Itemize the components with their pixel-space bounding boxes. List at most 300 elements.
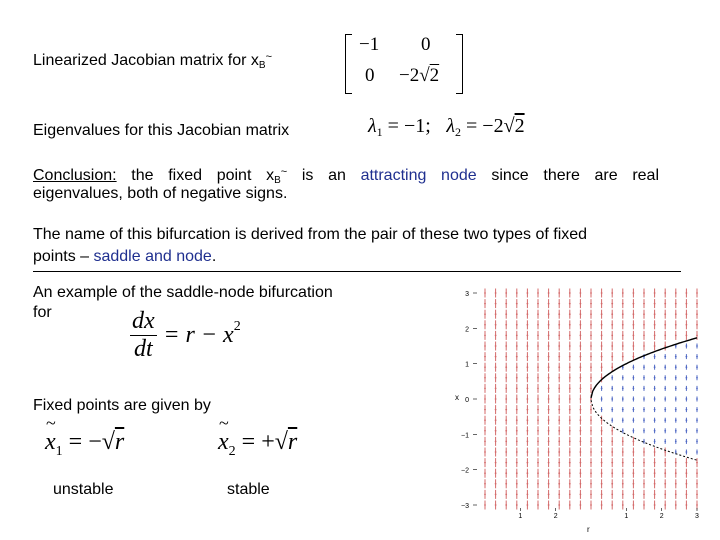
field-arrowhead xyxy=(622,451,624,453)
field-arrowhead xyxy=(505,388,507,390)
field-arrowhead xyxy=(484,377,486,379)
field-arrowhead xyxy=(590,494,592,496)
field-arrowhead xyxy=(633,430,635,432)
field-arrowhead xyxy=(548,504,550,506)
field-arrowhead xyxy=(622,409,624,411)
saddle-node-term: saddle and node xyxy=(93,248,212,265)
ode-equation: $\frac{dx}{dt} = r - x^2$ xyxy=(132,308,241,362)
field-arrowhead xyxy=(548,313,550,315)
field-arrowhead xyxy=(611,324,613,326)
field-arrowhead xyxy=(537,303,539,305)
field-arrowhead xyxy=(548,419,550,421)
field-arrowhead xyxy=(590,388,592,390)
field-arrowhead xyxy=(590,398,592,400)
y-axis-label: x xyxy=(455,393,459,402)
field-arrowhead xyxy=(686,398,688,400)
field-arrowhead xyxy=(664,324,666,326)
field-arrowhead xyxy=(633,409,635,411)
field-arrowhead xyxy=(548,483,550,485)
field-arrowhead xyxy=(643,472,645,474)
field-arrowhead xyxy=(590,462,592,464)
field-arrowhead xyxy=(558,388,560,390)
field-arrowhead xyxy=(675,504,677,506)
field-arrowhead xyxy=(696,472,698,474)
field-arrowhead xyxy=(622,504,624,506)
field-arrowhead xyxy=(611,388,613,390)
field-arrowhead xyxy=(686,472,688,474)
field-arrowhead xyxy=(527,451,529,453)
field-arrowhead xyxy=(548,472,550,474)
field-arrowhead xyxy=(633,419,635,421)
field-arrowhead xyxy=(516,388,518,390)
field-arrowhead xyxy=(633,388,635,390)
field-arrowhead xyxy=(601,388,603,390)
field-arrowhead xyxy=(580,313,582,315)
field-arrowhead xyxy=(622,377,624,379)
field-arrowhead xyxy=(516,292,518,294)
field-arrowhead xyxy=(484,419,486,421)
field-arrowhead xyxy=(686,377,688,379)
field-arrowhead xyxy=(505,313,507,315)
field-arrowhead xyxy=(696,494,698,496)
field-arrowhead xyxy=(569,409,571,411)
field-arrowhead xyxy=(675,324,677,326)
field-arrowhead xyxy=(558,441,560,443)
field-arrowhead xyxy=(664,313,666,315)
field-arrowhead xyxy=(505,483,507,485)
field-arrowhead xyxy=(675,398,677,400)
field-arrowhead xyxy=(537,292,539,294)
field-arrowhead xyxy=(580,366,582,368)
field-arrowhead xyxy=(527,388,529,390)
field-arrowhead xyxy=(654,335,656,337)
field-arrowhead xyxy=(590,441,592,443)
field-arrowhead xyxy=(484,462,486,464)
field-arrowhead xyxy=(548,388,550,390)
field-arrowhead xyxy=(495,388,497,390)
field-arrowhead xyxy=(611,494,613,496)
field-arrowhead xyxy=(569,494,571,496)
bifurcation-line1: The name of this bifurcation is derived from the pair of these two types of fixed xyxy=(33,226,588,243)
field-arrowhead xyxy=(590,451,592,453)
field-arrowhead xyxy=(643,483,645,485)
divider xyxy=(33,271,681,272)
field-arrowhead xyxy=(622,345,624,347)
field-arrowhead xyxy=(516,430,518,432)
field-arrowhead xyxy=(643,462,645,464)
field-arrowhead xyxy=(696,335,698,337)
field-arrowhead xyxy=(505,345,507,347)
field-arrowhead xyxy=(505,472,507,474)
matrix-a21: 0 xyxy=(365,65,375,86)
field-arrowhead xyxy=(580,504,582,506)
field-arrowhead xyxy=(495,292,497,294)
field-arrowhead xyxy=(484,366,486,368)
field-arrowhead xyxy=(633,494,635,496)
field-arrowhead xyxy=(686,441,688,443)
field-arrowhead xyxy=(654,388,656,390)
field-arrowhead xyxy=(590,472,592,474)
field-arrowhead xyxy=(558,451,560,453)
field-arrowhead xyxy=(643,494,645,496)
field-arrowhead xyxy=(484,303,486,305)
field-arrowhead xyxy=(611,292,613,294)
field-arrowhead xyxy=(611,483,613,485)
field-arrowhead xyxy=(527,335,529,337)
field-arrowhead xyxy=(686,462,688,464)
field-arrowhead xyxy=(495,504,497,506)
field-arrowhead xyxy=(484,430,486,432)
matrix-a12: 0 xyxy=(421,34,431,55)
field-arrowhead xyxy=(495,345,497,347)
field-arrowhead xyxy=(654,451,656,453)
field-arrowhead xyxy=(516,303,518,305)
field-arrowhead xyxy=(537,472,539,474)
field-arrowhead xyxy=(558,345,560,347)
conclusion-heading: Conclusion: xyxy=(33,167,117,184)
field-arrowhead xyxy=(654,313,656,315)
field-arrowhead xyxy=(569,462,571,464)
direction-field xyxy=(484,289,698,510)
field-arrowhead xyxy=(633,303,635,305)
field-arrowhead xyxy=(601,451,603,453)
x-axis-label: r xyxy=(587,525,590,533)
field-arrowhead xyxy=(495,409,497,411)
field-arrowhead xyxy=(548,366,550,368)
field-arrowhead xyxy=(484,356,486,358)
field-arrowhead xyxy=(527,472,529,474)
y-tick-label: 2 xyxy=(465,326,469,334)
field-arrowhead xyxy=(537,430,539,432)
field-arrowhead xyxy=(664,494,666,496)
field-arrowhead xyxy=(569,303,571,305)
field-arrowhead xyxy=(495,483,497,485)
field-arrowhead xyxy=(633,462,635,464)
field-arrowhead xyxy=(484,335,486,337)
field-arrowhead xyxy=(686,504,688,506)
field-arrowhead xyxy=(686,303,688,305)
field-arrowhead xyxy=(569,356,571,358)
field-arrowhead xyxy=(527,356,529,358)
field-arrowhead xyxy=(633,335,635,337)
field-arrowhead xyxy=(643,419,645,421)
field-arrowhead xyxy=(643,504,645,506)
field-arrowhead xyxy=(675,494,677,496)
field-arrowhead xyxy=(686,313,688,315)
field-arrowhead xyxy=(664,504,666,506)
field-arrowhead xyxy=(484,494,486,496)
field-arrowhead xyxy=(495,451,497,453)
field-arrowhead xyxy=(569,398,571,400)
field-arrowhead xyxy=(558,292,560,294)
field-arrowhead xyxy=(516,472,518,474)
field-arrowhead xyxy=(569,292,571,294)
field-arrowhead xyxy=(558,324,560,326)
stable-label: stable xyxy=(227,481,270,498)
field-arrowhead xyxy=(622,462,624,464)
field-arrowhead xyxy=(484,324,486,326)
field-arrowhead xyxy=(590,483,592,485)
field-arrowhead xyxy=(622,398,624,400)
field-arrowhead xyxy=(696,441,698,443)
field-arrowhead xyxy=(505,451,507,453)
field-arrowhead xyxy=(558,483,560,485)
field-arrowhead xyxy=(696,462,698,464)
field-arrowhead xyxy=(527,292,529,294)
fixed-points-label: Fixed points are given by xyxy=(33,397,211,414)
bifurcation-plot xyxy=(447,283,705,533)
field-arrowhead xyxy=(495,472,497,474)
field-arrowhead xyxy=(611,504,613,506)
field-arrowhead xyxy=(675,472,677,474)
field-arrowhead xyxy=(675,462,677,464)
field-arrowhead xyxy=(611,313,613,315)
field-arrowhead xyxy=(654,356,656,358)
field-arrowhead xyxy=(601,494,603,496)
field-arrowhead xyxy=(558,462,560,464)
field-arrowhead xyxy=(654,441,656,443)
field-arrowhead xyxy=(622,419,624,421)
field-arrowhead xyxy=(548,377,550,379)
field-arrowhead xyxy=(664,472,666,474)
field-arrowhead xyxy=(696,345,698,347)
field-arrowhead xyxy=(643,324,645,326)
field-arrowhead xyxy=(495,494,497,496)
conclusion-paragraph: Conclusion: the fixed point $x_B^\sim$ is an attracting node since there are real xyxy=(33,166,659,186)
field-arrowhead xyxy=(527,409,529,411)
field-arrowhead xyxy=(505,356,507,358)
field-arrowhead xyxy=(516,356,518,358)
field-arrowhead xyxy=(548,462,550,464)
field-arrowhead xyxy=(537,483,539,485)
field-arrowhead xyxy=(527,366,529,368)
field-arrowhead xyxy=(686,356,688,358)
field-arrowhead xyxy=(675,388,677,390)
field-arrowhead xyxy=(527,504,529,506)
field-arrowhead xyxy=(527,483,529,485)
field-arrowhead xyxy=(664,292,666,294)
field-arrowhead xyxy=(601,419,603,421)
field-arrowhead xyxy=(527,303,529,305)
field-arrowhead xyxy=(643,451,645,453)
field-arrowhead xyxy=(633,313,635,315)
field-arrowhead xyxy=(654,303,656,305)
y-tick-label: 0 xyxy=(465,397,469,404)
field-arrowhead xyxy=(548,441,550,443)
matrix-a11: −1 xyxy=(359,34,380,55)
field-arrowhead xyxy=(664,462,666,464)
field-arrowhead xyxy=(495,398,497,400)
field-arrowhead xyxy=(548,430,550,432)
field-arrowhead xyxy=(484,409,486,411)
field-arrowhead xyxy=(537,441,539,443)
field-arrowhead xyxy=(601,345,603,347)
field-arrowhead xyxy=(664,388,666,390)
field-arrowhead xyxy=(516,324,518,326)
field-arrowhead xyxy=(590,303,592,305)
field-arrowhead xyxy=(569,451,571,453)
field-arrowhead xyxy=(675,303,677,305)
field-arrowhead xyxy=(527,419,529,421)
field-arrowhead xyxy=(505,462,507,464)
field-arrowhead xyxy=(696,366,698,368)
field-arrowhead xyxy=(516,313,518,315)
field-arrowhead xyxy=(590,409,592,411)
x-axis-ticks xyxy=(518,508,699,520)
field-arrowhead xyxy=(654,409,656,411)
field-arrowhead xyxy=(580,292,582,294)
field-arrowhead xyxy=(590,356,592,358)
field-arrowhead xyxy=(537,409,539,411)
field-arrowhead xyxy=(516,441,518,443)
x-tick-label: 1 xyxy=(624,513,629,520)
field-arrowhead xyxy=(601,303,603,305)
field-arrowhead xyxy=(516,504,518,506)
field-arrowhead xyxy=(558,472,560,474)
field-arrowhead xyxy=(643,377,645,379)
field-arrowhead xyxy=(548,335,550,337)
field-arrowhead xyxy=(675,313,677,315)
field-arrowhead xyxy=(654,483,656,485)
field-arrowhead xyxy=(622,494,624,496)
field-arrowhead xyxy=(611,356,613,358)
field-arrowhead xyxy=(569,472,571,474)
field-arrowhead xyxy=(664,419,666,421)
field-arrowhead xyxy=(633,366,635,368)
field-arrowhead xyxy=(643,366,645,368)
field-arrowhead xyxy=(558,356,560,358)
field-arrowhead xyxy=(633,472,635,474)
field-arrowhead xyxy=(580,345,582,347)
field-arrowhead xyxy=(601,356,603,358)
field-arrowhead xyxy=(633,292,635,294)
field-arrowhead xyxy=(558,366,560,368)
jacobian-label: Linearized Jacobian matrix for $x_B^\sim$ xyxy=(33,51,272,71)
field-arrowhead xyxy=(654,366,656,368)
field-arrowhead xyxy=(580,419,582,421)
field-arrowhead xyxy=(611,409,613,411)
field-arrowhead xyxy=(664,356,666,358)
field-arrowhead xyxy=(537,324,539,326)
field-arrowhead xyxy=(633,504,635,506)
field-arrowhead xyxy=(558,409,560,411)
field-arrowhead xyxy=(527,313,529,315)
field-arrowhead xyxy=(516,345,518,347)
field-arrowhead xyxy=(686,430,688,432)
field-arrowhead xyxy=(558,494,560,496)
field-arrowhead xyxy=(537,451,539,453)
field-arrowhead xyxy=(580,377,582,379)
conclusion-line2: eigenvalues, both of negative signs. xyxy=(33,185,288,202)
field-arrowhead xyxy=(558,504,560,506)
field-arrowhead xyxy=(643,303,645,305)
field-arrowhead xyxy=(664,345,666,347)
field-arrowhead xyxy=(622,335,624,337)
field-arrowhead xyxy=(537,356,539,358)
jacobian-matrix xyxy=(345,34,463,92)
field-arrowhead xyxy=(505,409,507,411)
x-tick-label: 2 xyxy=(553,513,558,520)
field-arrowhead xyxy=(686,292,688,294)
field-arrowhead xyxy=(675,356,677,358)
field-arrowhead xyxy=(654,324,656,326)
field-arrowhead xyxy=(675,366,677,368)
field-arrowhead xyxy=(664,483,666,485)
field-arrowhead xyxy=(590,335,592,337)
field-arrowhead xyxy=(675,409,677,411)
field-arrowhead xyxy=(495,303,497,305)
field-arrowhead xyxy=(633,441,635,443)
x-tick-label: 1 xyxy=(518,513,523,520)
field-arrowhead xyxy=(654,494,656,496)
field-arrowhead xyxy=(495,377,497,379)
field-arrowhead xyxy=(505,441,507,443)
y-tick-label: 3 xyxy=(465,291,469,298)
field-arrowhead xyxy=(527,398,529,400)
field-arrowhead xyxy=(516,483,518,485)
field-arrowhead xyxy=(505,398,507,400)
field-arrowhead xyxy=(527,345,529,347)
field-arrowhead xyxy=(675,441,677,443)
field-arrowhead xyxy=(558,419,560,421)
field-arrowhead xyxy=(696,303,698,305)
field-arrowhead xyxy=(590,292,592,294)
field-arrowhead xyxy=(495,335,497,337)
field-arrowhead xyxy=(580,451,582,453)
field-arrowhead xyxy=(495,462,497,464)
field-arrowhead xyxy=(675,451,677,453)
field-arrowhead xyxy=(495,441,497,443)
field-arrowhead xyxy=(601,366,603,368)
field-arrowhead xyxy=(696,451,698,453)
field-arrowhead xyxy=(505,377,507,379)
field-arrowhead xyxy=(569,430,571,432)
field-arrowhead xyxy=(527,324,529,326)
field-arrowhead xyxy=(505,494,507,496)
field-arrowhead xyxy=(484,398,486,400)
field-arrowhead xyxy=(484,504,486,506)
field-arrowhead xyxy=(537,345,539,347)
field-arrowhead xyxy=(569,366,571,368)
field-arrowhead xyxy=(611,441,613,443)
field-arrowhead xyxy=(696,504,698,506)
field-arrowhead xyxy=(527,494,529,496)
field-arrowhead xyxy=(675,345,677,347)
field-arrowhead xyxy=(580,356,582,358)
field-arrowhead xyxy=(633,345,635,347)
field-arrowhead xyxy=(664,430,666,432)
y-tick-label: 1 xyxy=(465,361,469,369)
field-arrowhead xyxy=(696,430,698,432)
field-arrowhead xyxy=(580,472,582,474)
field-arrowhead xyxy=(590,324,592,326)
field-arrowhead xyxy=(601,472,603,474)
field-arrowhead xyxy=(601,324,603,326)
example-line2: for xyxy=(33,304,52,321)
eigenvalues: $\lambda_1 = -1$; $\lambda_2 = -2√2$ xyxy=(368,115,525,139)
field-arrowhead xyxy=(643,335,645,337)
field-arrowhead xyxy=(537,419,539,421)
field-arrowhead xyxy=(633,377,635,379)
bifurcation-line2: points – saddle and node. xyxy=(33,248,217,265)
field-arrowhead xyxy=(654,472,656,474)
field-arrowhead xyxy=(633,451,635,453)
field-arrowhead xyxy=(527,441,529,443)
field-arrowhead xyxy=(484,451,486,453)
field-arrowhead xyxy=(537,462,539,464)
field-arrowhead xyxy=(569,483,571,485)
field-arrowhead xyxy=(654,504,656,506)
